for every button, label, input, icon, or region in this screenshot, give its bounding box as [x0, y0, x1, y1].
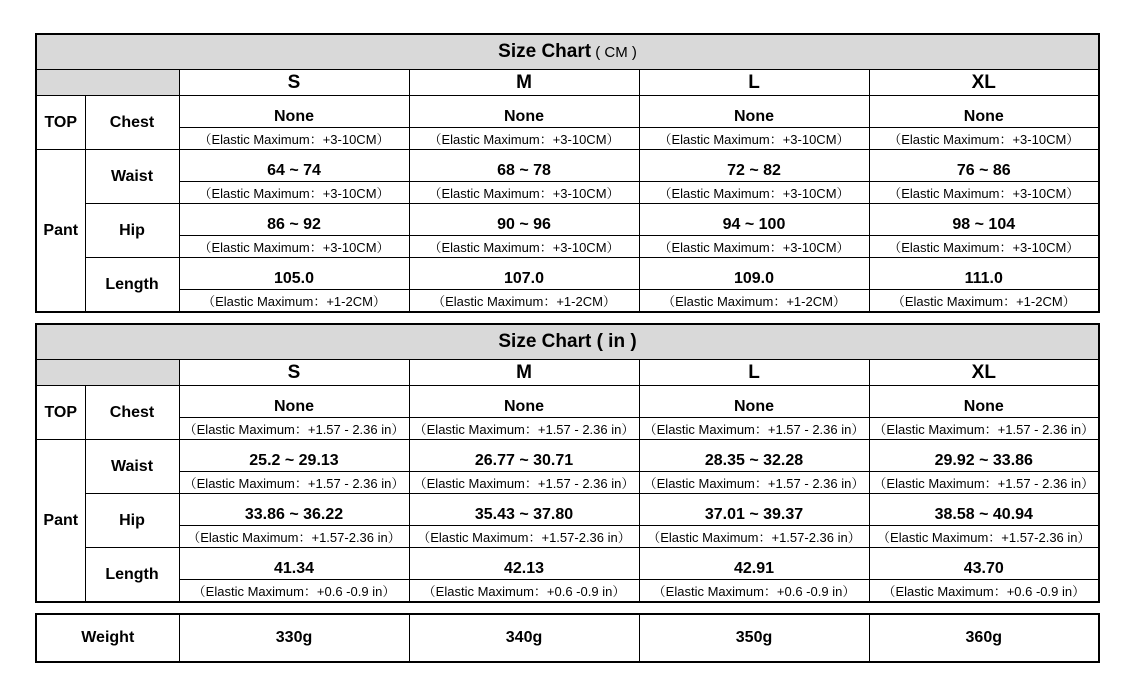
value-cell: None: [179, 96, 409, 128]
value-cell: None: [409, 96, 639, 128]
size-header-s: S: [179, 70, 409, 96]
note-cell: （Elastic Maximum：+3-10CM）: [179, 182, 409, 204]
value-cell: 111.0: [869, 258, 1099, 290]
measure-chest: Chest: [85, 96, 179, 150]
value-cell: 90 ~ 96: [409, 204, 639, 236]
note-cell: （Elastic Maximum：+3-10CM）: [869, 236, 1099, 258]
value-cell: 86 ~ 92: [179, 204, 409, 236]
note-cell: （Elastic Maximum：+3-10CM）: [409, 128, 639, 150]
value-cell: None: [869, 96, 1099, 128]
measure-chest: Chest: [85, 386, 179, 440]
value-cell: 43.70: [869, 548, 1099, 580]
note-cell: （Elastic Maximum：+3-10CM）: [639, 182, 869, 204]
value-cell: 25.2 ~ 29.13: [179, 440, 409, 472]
note-cell: （Elastic Maximum：+3-10CM）: [409, 236, 639, 258]
measure-length: Length: [85, 548, 179, 603]
value-cell: 64 ~ 74: [179, 150, 409, 182]
chart-unit: ( in ): [591, 331, 637, 352]
note-cell: （Elastic Maximum：+1.57 - 2.36 in）: [639, 472, 869, 494]
note-cell: （Elastic Maximum：+3-10CM）: [869, 182, 1099, 204]
note-cell: （Elastic Maximum：+1.57-2.36 in）: [869, 526, 1099, 548]
value-cell: 72 ~ 82: [639, 150, 869, 182]
note-cell: （Elastic Maximum：+1.57-2.36 in）: [179, 526, 409, 548]
weight-value-l: 350g: [639, 614, 869, 662]
note-cell: （Elastic Maximum：+3-10CM）: [179, 236, 409, 258]
note-cell: （Elastic Maximum：+0.6 -0.9 in）: [869, 580, 1099, 603]
note-cell: （Elastic Maximum：+1.57 - 2.36 in）: [179, 418, 409, 440]
weight-label: Weight: [36, 614, 179, 662]
note-cell: （Elastic Maximum：+1.57-2.36 in）: [639, 526, 869, 548]
note-cell: （Elastic Maximum：+0.6 -0.9 in）: [179, 580, 409, 603]
note-cell: （Elastic Maximum：+1-2CM）: [409, 290, 639, 313]
note-cell: （Elastic Maximum：+1.57 - 2.36 in）: [409, 418, 639, 440]
value-cell: 109.0: [639, 258, 869, 290]
note-cell: （Elastic Maximum：+3-10CM）: [639, 236, 869, 258]
measure-length: Length: [85, 258, 179, 313]
value-cell: None: [179, 386, 409, 418]
value-cell: 41.34: [179, 548, 409, 580]
value-cell: 42.91: [639, 548, 869, 580]
note-cell: （Elastic Maximum：+3-10CM）: [639, 128, 869, 150]
size-header-m: M: [409, 70, 639, 96]
value-cell: 94 ~ 100: [639, 204, 869, 236]
size-header-l: L: [639, 360, 869, 386]
size-chart-cm-table: [35, 33, 1100, 313]
note-cell: （Elastic Maximum：+1.57 - 2.36 in）: [179, 472, 409, 494]
size-header-xl: XL: [869, 70, 1099, 96]
chart-title: Size Chart: [498, 331, 592, 352]
value-cell: 38.58 ~ 40.94: [869, 494, 1099, 526]
value-cell: None: [869, 386, 1099, 418]
value-cell: 107.0: [409, 258, 639, 290]
note-cell: （Elastic Maximum：+1-2CM）: [869, 290, 1099, 313]
size-header-m: M: [409, 360, 639, 386]
measure-hip: Hip: [85, 204, 179, 258]
note-cell: （Elastic Maximum：+1.57 - 2.36 in）: [869, 472, 1099, 494]
value-cell: 105.0: [179, 258, 409, 290]
category-pant: Pant: [36, 440, 85, 603]
header-blank-cell: [36, 70, 179, 96]
chart-title: Size Chart: [498, 41, 592, 62]
measure-hip: Hip: [85, 494, 179, 548]
weight-table: [35, 613, 1100, 663]
value-cell: 98 ~ 104: [869, 204, 1099, 236]
size-chart-cm-title: [36, 34, 1099, 70]
size-header-l: L: [639, 70, 869, 96]
weight-value-xl: 360g: [869, 614, 1099, 662]
value-cell: None: [639, 386, 869, 418]
value-cell: None: [409, 386, 639, 418]
note-cell: （Elastic Maximum：+3-10CM）: [409, 182, 639, 204]
size-chart-inch-title: [36, 324, 1099, 360]
value-cell: 29.92 ~ 33.86: [869, 440, 1099, 472]
header-blank-cell: [36, 360, 179, 386]
value-cell: 35.43 ~ 37.80: [409, 494, 639, 526]
size-header-s: S: [179, 360, 409, 386]
category-top: TOP: [36, 96, 85, 150]
note-cell: （Elastic Maximum：+1.57 - 2.36 in）: [869, 418, 1099, 440]
value-cell: 42.13: [409, 548, 639, 580]
category-pant: Pant: [36, 150, 85, 313]
note-cell: （Elastic Maximum：+1.57-2.36 in）: [409, 526, 639, 548]
value-cell: 26.77 ~ 30.71: [409, 440, 639, 472]
note-cell: （Elastic Maximum：+1-2CM）: [179, 290, 409, 313]
measure-waist: Waist: [85, 150, 179, 204]
note-cell: （Elastic Maximum：+1-2CM）: [639, 290, 869, 313]
note-cell: （Elastic Maximum：+3-10CM）: [869, 128, 1099, 150]
value-cell: 68 ~ 78: [409, 150, 639, 182]
category-top: TOP: [36, 386, 85, 440]
value-cell: 37.01 ~ 39.37: [639, 494, 869, 526]
value-cell: 33.86 ~ 36.22: [179, 494, 409, 526]
size-header-xl: XL: [869, 360, 1099, 386]
weight-value-s: 330g: [179, 614, 409, 662]
value-cell: None: [639, 96, 869, 128]
size-chart-inch-table: [35, 323, 1100, 603]
value-cell: 76 ~ 86: [869, 150, 1099, 182]
measure-waist: Waist: [85, 440, 179, 494]
value-cell: 28.35 ~ 32.28: [639, 440, 869, 472]
chart-unit: ( CM ): [591, 44, 637, 61]
note-cell: （Elastic Maximum：+0.6 -0.9 in）: [639, 580, 869, 603]
note-cell: （Elastic Maximum：+1.57 - 2.36 in）: [409, 472, 639, 494]
note-cell: （Elastic Maximum：+0.6 -0.9 in）: [409, 580, 639, 603]
note-cell: （Elastic Maximum：+1.57 - 2.36 in）: [639, 418, 869, 440]
weight-value-m: 340g: [409, 614, 639, 662]
note-cell: （Elastic Maximum：+3-10CM）: [179, 128, 409, 150]
